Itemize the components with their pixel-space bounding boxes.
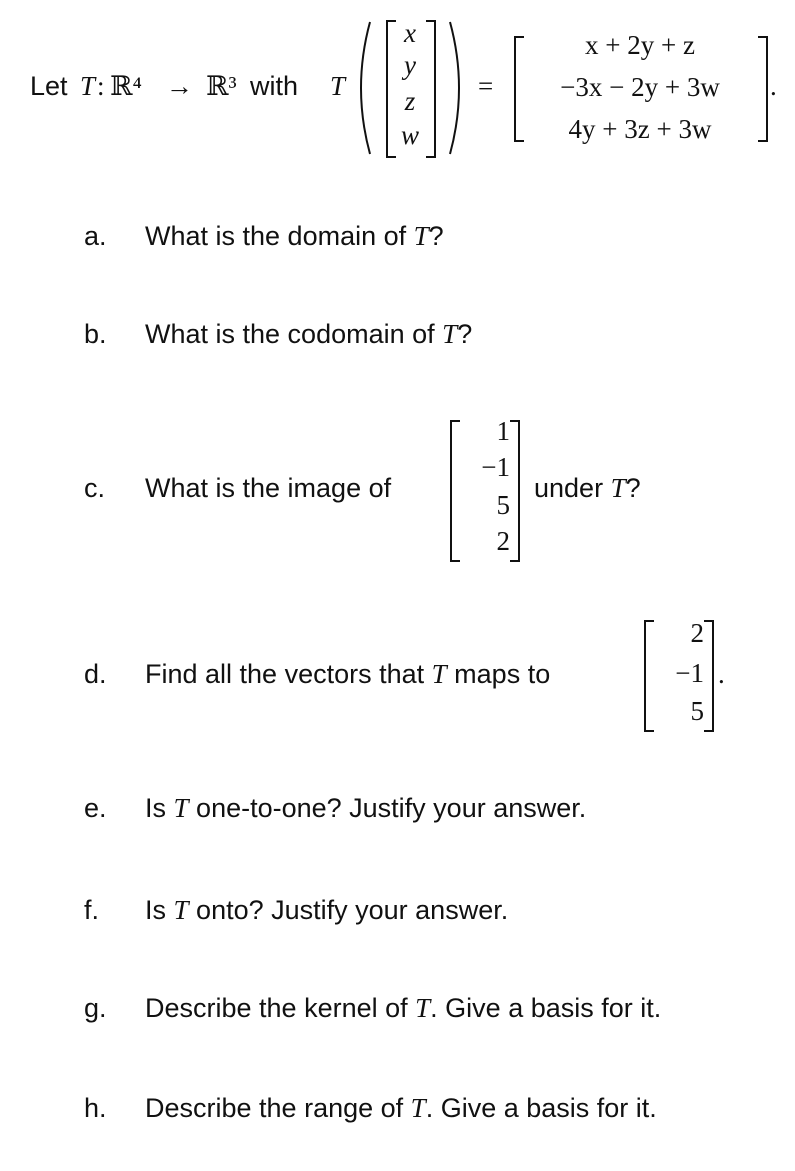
input-y: y	[404, 50, 416, 80]
question-text-mid: maps to	[446, 659, 551, 689]
map-T: T	[413, 221, 429, 251]
input-vector-bracket-right	[426, 20, 436, 158]
question-letter: b.	[84, 319, 107, 349]
question-text-end: ?	[625, 473, 641, 503]
question-text-pre: Describe the range of	[145, 1093, 411, 1123]
vector-bracket-right	[704, 620, 714, 732]
question-text-post: . Give a basis for it.	[430, 993, 662, 1023]
input-w: w	[400, 120, 419, 150]
map-T: T	[431, 659, 447, 689]
question-text-mid: under	[534, 473, 611, 503]
question-text	[145, 892, 508, 928]
vector-entry: 2	[496, 526, 510, 556]
question-letter: d.	[84, 659, 107, 689]
vector-entry: 5	[496, 490, 510, 520]
question-text	[145, 218, 444, 254]
question-text-pre: Is	[145, 793, 174, 823]
question-letter: e.	[84, 793, 107, 823]
vector-entry: 2	[690, 618, 704, 648]
intro-colon: :	[97, 71, 105, 101]
map-T: T	[80, 71, 96, 101]
question-text	[145, 990, 661, 1026]
problem-statement	[0, 0, 795, 175]
vector-entry: −1	[675, 658, 704, 688]
question-text-post: one-to-one? Justify your answer.	[188, 793, 587, 823]
intro-period: .	[770, 71, 777, 101]
question-text-pre: What is the domain of	[145, 221, 414, 251]
output-vector-bracket-right	[758, 36, 768, 142]
question-text-pre: What is the codomain of	[145, 319, 443, 349]
question-text-post	[534, 470, 641, 506]
question-letter: h.	[84, 1093, 107, 1123]
map-T: T	[442, 319, 458, 349]
question-text	[145, 656, 550, 692]
question-text-pre: Describe the kernel of	[145, 993, 416, 1023]
question-text-post: onto? Justify your answer.	[188, 895, 509, 925]
question-text	[145, 316, 472, 352]
output-row-3: 4y + 3z + 3w	[568, 114, 712, 144]
vector-bracket-right	[510, 420, 520, 562]
question-letter: c.	[84, 473, 106, 503]
question-letter: f.	[84, 895, 100, 925]
vector-entry: 1	[496, 416, 510, 446]
input-z: z	[404, 86, 416, 116]
domain-R4: ℝ⁴	[110, 71, 142, 101]
question-text	[145, 1090, 657, 1126]
question-d	[0, 610, 795, 740]
question-text-pre: Find all the vectors that	[145, 659, 432, 689]
intro-with: with	[250, 71, 299, 101]
equals-sign: =	[478, 71, 494, 101]
question-letter: g.	[84, 993, 107, 1023]
question-text-post: . Give a basis for it.	[425, 1093, 657, 1123]
input-x: x	[404, 18, 416, 48]
codomain-R3: ℝ³	[206, 71, 237, 101]
question-text-post: ?	[457, 319, 473, 349]
vector-entry: 5	[690, 696, 704, 726]
map-T: T	[173, 793, 189, 823]
output-row-2: −3x − 2y + 3w	[560, 72, 720, 102]
map-T: T	[415, 993, 431, 1023]
question-text	[145, 790, 586, 826]
question-text-pre: What is the image of	[145, 473, 392, 503]
question-text-post: ?	[428, 221, 444, 251]
question-letter: a.	[84, 221, 107, 251]
map-T-apply: T	[330, 71, 346, 101]
map-T: T	[173, 895, 189, 925]
output-row-1: x + 2y + z	[585, 30, 695, 60]
question-text-pre: Is	[145, 895, 174, 925]
intro-let: Let	[30, 71, 68, 101]
question-text-end: .	[718, 659, 725, 689]
question-c	[0, 410, 795, 570]
map-T: T	[410, 1093, 426, 1123]
vector-entry: −1	[481, 452, 510, 482]
map-T: T	[610, 473, 626, 503]
arrow-symbol: →	[166, 71, 193, 101]
